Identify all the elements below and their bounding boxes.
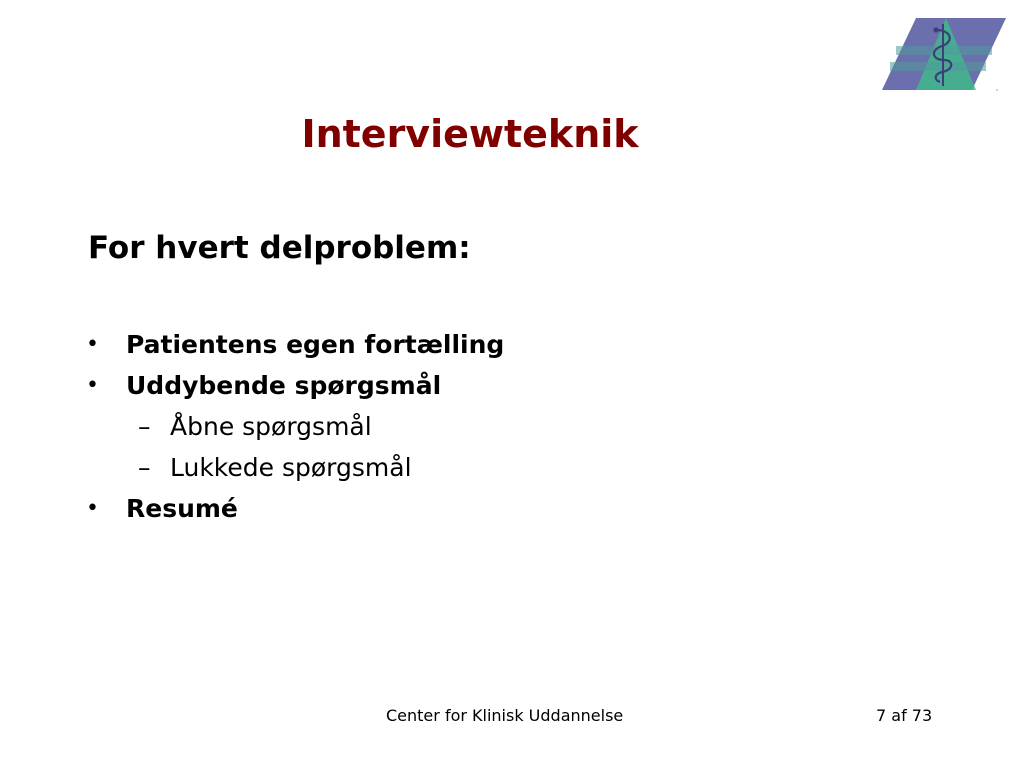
slide-subheading: For hvert delproblem:	[88, 230, 471, 266]
dash-icon: –	[138, 453, 151, 482]
slide-title: Interviewteknik	[301, 112, 639, 156]
sub-bullet-item	[86, 447, 686, 488]
bullet-item	[86, 365, 686, 406]
caduceus-logo-icon	[876, 16, 1008, 94]
bullet-text: Resumé	[126, 494, 238, 523]
bullet-text: Patientens egen fortælling	[126, 330, 505, 359]
sub-bullet-text: Lukkede spørgsmål	[170, 453, 412, 482]
bullet-icon: •	[86, 496, 99, 521]
bullet-icon: •	[86, 373, 99, 398]
bullet-list	[86, 324, 686, 529]
bullet-icon: •	[86, 332, 99, 357]
logo	[876, 16, 1008, 94]
bullet-text: Uddybende spørgsmål	[126, 371, 442, 400]
sub-bullet-item	[86, 406, 686, 447]
footer-page-number: 7 af 73	[876, 706, 933, 725]
footer-organization: Center for Klinisk Uddannelse	[386, 706, 624, 725]
sub-bullet-text: Åbne spørgsmål	[170, 412, 372, 441]
dash-icon: –	[138, 412, 151, 441]
bullet-item	[86, 324, 686, 365]
bullet-item	[86, 488, 686, 529]
